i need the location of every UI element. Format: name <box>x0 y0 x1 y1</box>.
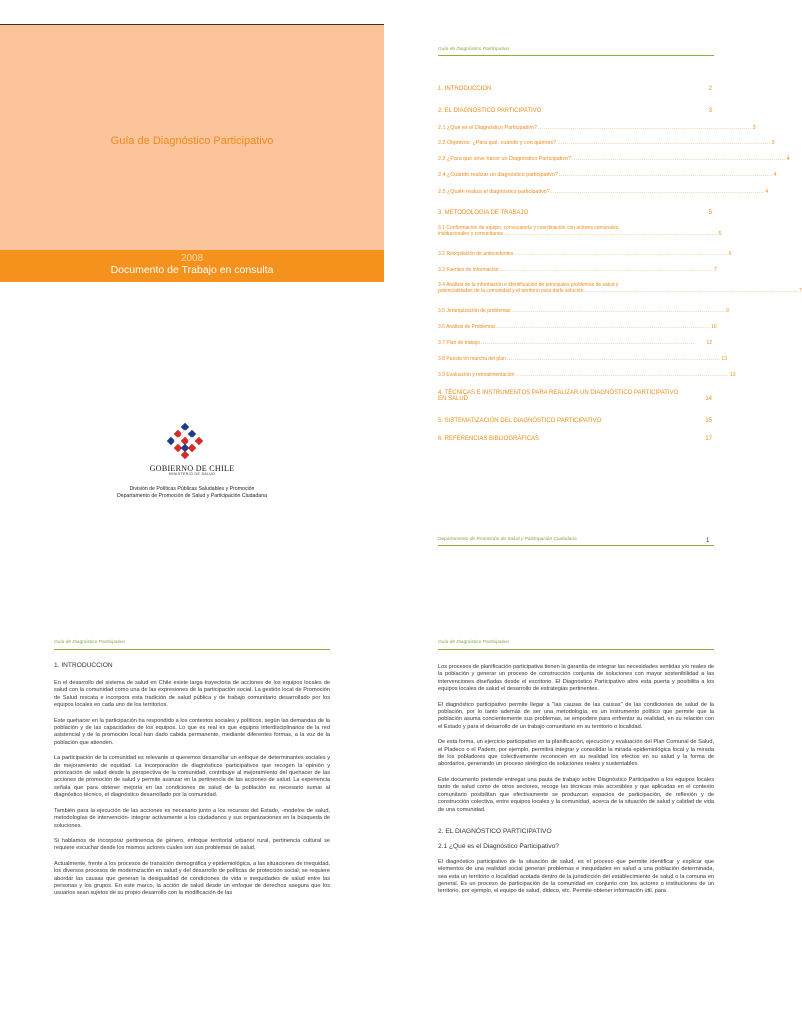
footer-rule <box>438 545 714 546</box>
toc-entry[interactable]: 3.7 Plan de trabajo .............................................................................................................. 12 <box>438 340 712 346</box>
paragraph: Este documento pretende entregar una pauta de trabajo sobre Diagnóstico Participativo a los equipos locales tanto de salud como de otros sectores, recoge las técnicas más accesibles y que aplicadas en el contexto comunitario posibilitan que efectivamente se produzcan espacios de participación, de reflexión y de construcción colectiva, entre equipos locales y la comunidad, acerca de la situación de salud y calidad de vida de una comunidad. <box>438 776 714 813</box>
header-rule <box>438 55 714 56</box>
gobierno-de-chile-logo <box>158 422 218 464</box>
cover-title: Guía de Diagnóstico Participativo <box>110 135 274 147</box>
toc-entry[interactable]: 6. REFERENCIAS BIBLIOGRÁFICAS 17 <box>438 436 712 442</box>
toc-entry[interactable]: 2. EL DIAGNÓSTICO PARTICIPATIVO 3 <box>438 108 712 114</box>
cover-subtitle: Documento de Trabajo en consulta <box>110 264 274 276</box>
gov-name: GOBIERNO DE CHILE <box>149 464 235 473</box>
body-text <box>54 680 330 1024</box>
toc-entry[interactable]: 2.3 ¿Para qué sirve hacer un Diagnóstico Participativo? .............................................................................................................. 4 <box>438 156 790 162</box>
toc-entry[interactable]: 3.8 Puesta en marcha del plan .............................................................................................................. 13 <box>438 356 727 362</box>
toc-entry[interactable]: 1. INTRODUCCION 2 <box>438 86 712 92</box>
paragraph: El diagnóstico participativo de la situación de salud, es el proceso que permite identificar y explicar que elementos de una realidad social generan problemas e inequidades en salud a una población determinada, sea esta un territorio o localidad acotada dentro de la jurisdicción del establecimiento de salud o la comuna en general. Es un proceso de participación de la comunidad en conjunto con los actores o instituciones de un territorio, por ejemplo, el equipo de salud, dideco, etc. Permite obtener información útil, para <box>438 858 714 895</box>
ministry-name: MINISTERIO DE SALUD <box>168 472 216 476</box>
header-rule <box>438 649 714 650</box>
paragraph: La participación de la comunidad es relevante si queremos desarrollar un enfoque de determinantes sociales y de mejoramiento de equidad. La incorporación de diagnósticos participativos que recogen la opinión y priorización de salud desde la perspectiva de la comunidad, contribuye al mejoramiento del quehacer de las acciones de promoción de salud y permite avanzar en la pertinencia de las acciones de salud. La experiencia señala que para obtener mejoría en las condiciones de salud de la población es necesario sumar al diagnóstico técnico, el diagnóstico desarrollado por la comunidad. <box>54 755 330 799</box>
paragraph: De esta forma, un ejercicio participativo en la planificación, ejecución y evaluación del Plan Comunal de Salud, el Pladeco o el Padem, por ejemplo, permitirá integrar y consolidar la mirada epidemiológica local y la mirada de los pobladores que colectivamente reconocen en su realidad los efectos en su salud y la forma de abordarlos, generando un proceso sinérgico de soluciones reales y sustentables. <box>438 739 714 768</box>
header-rule <box>54 649 330 650</box>
paragraph: Si hablamos de incorporar pertinencia de género, enfoque territorial urbano/ rural, pertinencia cultural se requiere escuchar desde los mismos actores cuales son sus problemas de salud. <box>54 837 330 852</box>
toc-entry[interactable]: 3. METODOLOGIA DE TRABAJO 5 <box>438 210 712 216</box>
paragraph: El diagnóstico participativo permite llegar a "las causas de las causas" de las condiciones de salud de la población, por lo tanto además de ser una metodología, es un instrumento político que permite que la población asuma concientemente sus problemas, se empodere para enfrentar su realidad, en su relación con el Estado y para el desarrollo de un trabajo comunitario en su territorio o localidad. <box>438 701 714 730</box>
toc-entry[interactable]: 3.2 Recopilación de antecedentes .............................................................................................................. 6 <box>438 251 732 257</box>
toc-entry[interactable]: 3.5 Jerarquización de problemas .............................................................................................................. 9 <box>438 308 729 314</box>
paragraph: Actualmente, frente a los procesos de transición demográfica y epidemiológica, a las situaciones de inequidad, los diversos procesos de modernización en salud y del desarrollo de políticas de protección social; se requiere abordar las causas que generan la desigualdad de condiciones de vida e inequidades de salud entre las personas y los grupos. En este marco, la acción de salud desde un enfoque de derechos asegura que los usuarios sean sujetos de su propio desarrollo con la modificación de las <box>54 860 330 897</box>
toc-entry[interactable]: 2.2 Objetivos: ¿Para qué, cuándo y con quiénes? .............................................................................................................. 3 <box>438 140 775 146</box>
page-footer: Departamento de Promoción de Salud y Participación Ciudadana <box>438 537 577 542</box>
section-title: 1. INTRODUCCION <box>54 662 113 669</box>
toc-entry[interactable]: 3.6 Análisis de Problemas .............................................................................................................. 10 <box>438 324 717 330</box>
department-name: Departamento de Promoción de Salud y Participación Ciudadana <box>117 493 267 499</box>
subsection-title: 2.1 ¿Qué es el Diagnóstico Participativo? <box>438 843 559 851</box>
toc-entry[interactable]: 3.4 Análisis de la información e identificación de principales problemas de salud y potencialidades de la comunidad y el territorio para darle solución .............................................................................................................. 7 <box>438 282 802 294</box>
page-header: Guía de Diagnóstico Participativo <box>438 47 509 52</box>
toc-entry[interactable]: 3.1 Conformación de equipo, convocatoria y coordinación con actores comunales, institucionales y comunitarios .............................................................................................................. 5 <box>438 225 722 237</box>
paragraph: En el desarrollo del sistema de salud en Chile existe larga trayectoria de acciones de los equipos locales de salud con la comunidad como una de las expresiones de la participación social. La gestión local de Promoción de Salud rescata e incorpora esta tradición de salud pública y de trabajo comunitario desarrollado por los equipos locales en cada uno de los territorios. <box>54 680 330 709</box>
page-header: Guía de Diagnóstico Participativo <box>54 640 125 645</box>
toc-entry[interactable]: 2.5 ¿Quién realiza el diagnóstico participativo? .............................................................................................................. 4 <box>438 189 769 195</box>
toc-entry[interactable]: 4. TÉCNICAS E INSTRUMENTOS PARA REALIZAR UN DIAGNÓSTICO PARTICIPATIVO EN SALUD 14 <box>438 390 712 402</box>
cover-year: 2008 <box>180 253 204 264</box>
paragraph: También para la ejecución de las acciones es necesario junto a los recursos del Estado, -modelos de salud, metodologías de intervención- integrar activamente a los ciudadanos y sus organizaciones en la búsqueda de soluciones. <box>54 807 330 829</box>
toc-entry[interactable]: 3.3 Fuentes de información .............................................................................................................. 7 <box>438 267 717 273</box>
toc-entry[interactable]: 2.4 ¿Cuándo realizar un diagnóstico participativo? .............................................................................................................. 4 <box>438 172 777 178</box>
paragraph: Este quehacer en la participación ha respondido a los contextos sociales y políticos, según las demandas de la población y de las capacidades de los equipos. Lo que es real es que equipos interdisciplinarios de la red asistencial y de la promoción local han dado cabida permanente, mediante diferentes formas, a la voz de la población que atienden. <box>54 717 330 746</box>
page-number: 1 <box>706 538 710 544</box>
toc-entry[interactable]: 5. SISTEMATIZACIÓN DEL DIAGNÓSTICO PARTICIPATIVO 15 <box>438 418 712 424</box>
body-text <box>438 664 714 1024</box>
logo-squares <box>167 423 203 459</box>
toc-entry[interactable]: 3.9 Evaluación y retroalimentación .............................................................................................................. 13 <box>438 372 736 378</box>
paragraph: Los procesos de planificación participativa tienen la garantía de integrar las necesidades sentidas y/o reales de la población y generar un proceso de construcción conjunta de soluciones con mayor sostenibilidad a las intervenciones diseñadas desde el escritorio. El Diagnóstico Participativo abre esta puerta y posibilita a los equipos locales de salud el desarrollo de estrategias pertinentes. <box>438 664 714 693</box>
division-name: División de Políticas Públicas Saludables y Promoción <box>129 486 255 492</box>
page-header: Guía de Diagnóstico Participativo <box>438 640 509 645</box>
toc-entry[interactable]: 2.1 ¿Qué es el Diagnóstico Participativo? .............................................................................................................. 3 <box>438 125 756 131</box>
section-title: 2. EL DIAGNÓSTICO PARTICIPATIVO <box>438 827 552 835</box>
